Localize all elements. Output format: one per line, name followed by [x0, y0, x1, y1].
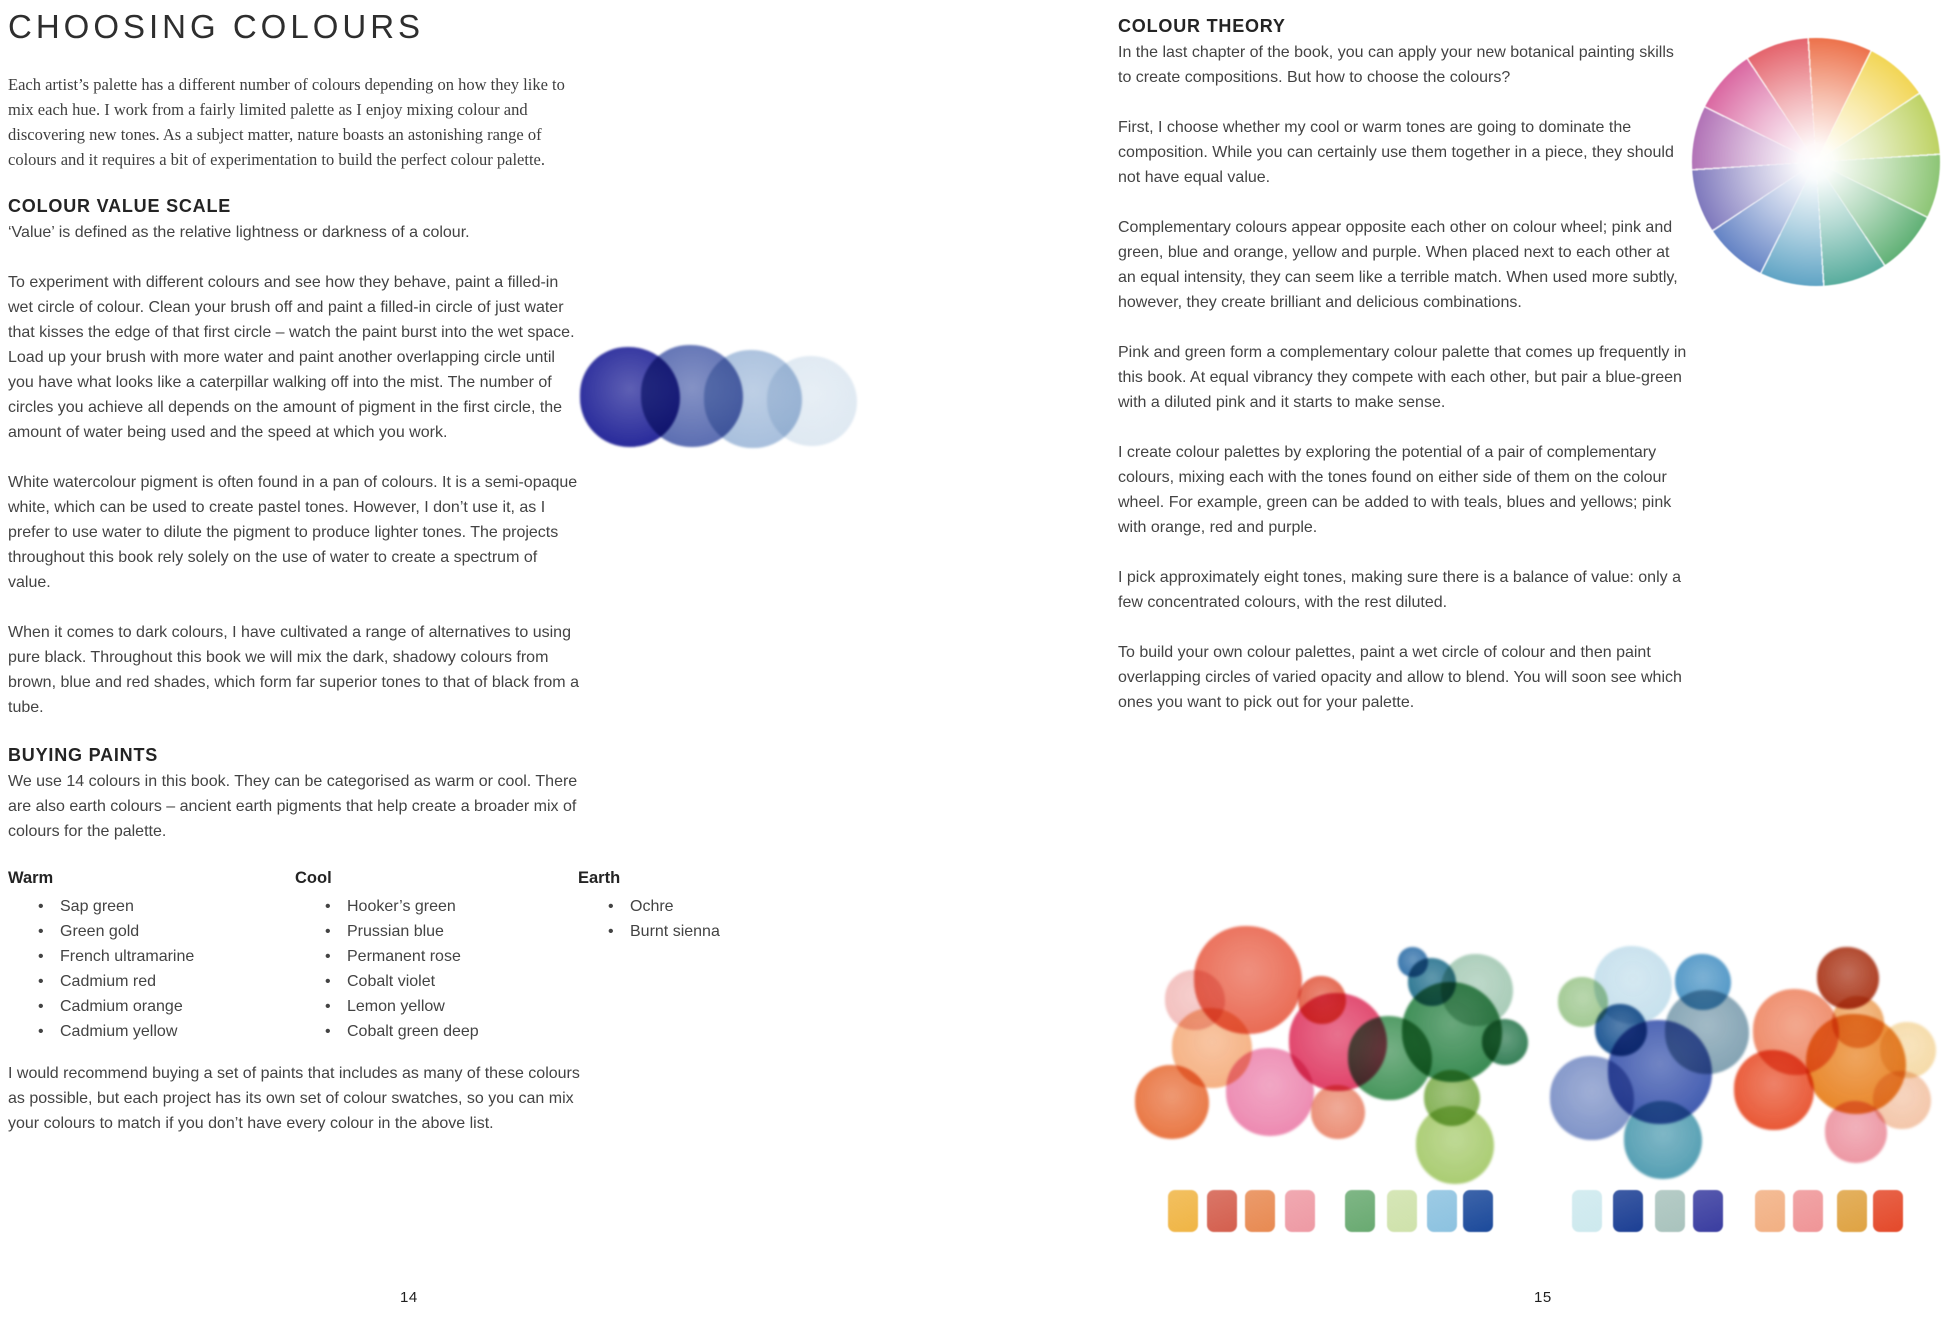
list-item-label: Burnt sienna: [630, 923, 720, 940]
value-scale-circle: [767, 356, 857, 446]
list-item: [8, 969, 238, 994]
list-heading-warm: Warm: [8, 869, 54, 887]
pink-and-coral-cluster-swatch: [1245, 1190, 1275, 1232]
list-item-label: Cobalt violet: [347, 973, 436, 990]
cool-colours-column: [295, 869, 525, 1044]
list-item-label: Sap green: [60, 898, 134, 915]
page-title: CHOOSING COLOURS: [8, 8, 425, 45]
pink-and-coral-cluster-blob: [1311, 1085, 1365, 1139]
page-number-right: 15: [1534, 1289, 1552, 1306]
list-item-label: Cadmium orange: [60, 998, 183, 1015]
page-number-left: 14: [400, 1289, 418, 1306]
orange-cluster-swatch: [1837, 1190, 1867, 1232]
pink-and-coral-cluster-blob: [1226, 1048, 1314, 1136]
list-item-label: Lemon yellow: [347, 998, 445, 1015]
paragraph: Pink and green form a complementary colour palette that comes up frequently in this book. At equal vibrancy they compete with each other, but pair a blue-green with a diluted pink and it starts to make sense.: [1118, 344, 1687, 411]
list-item-label: Cadmium yellow: [60, 1023, 178, 1040]
list-item: [578, 894, 778, 919]
pink-and-coral-cluster-swatch: [1207, 1190, 1237, 1232]
list-item-label: Cadmium red: [60, 973, 157, 990]
green-cluster-swatch: [1387, 1190, 1417, 1232]
orange-cluster-swatch: [1793, 1190, 1823, 1232]
list-item-label: French ultramarine: [60, 948, 195, 965]
blue-cluster-blob: [1550, 1056, 1634, 1140]
list-heading-earth: Earth: [578, 869, 621, 887]
bullet-icon: •: [38, 923, 44, 940]
list-item: [8, 919, 238, 944]
paragraph: To experiment with different colours and see how they behave, paint a filled-in wet circle of colour. Clean your brush off and paint a filled-in circle of just water that kisses the edge of that first circle – watch the paint burst into the wet space. Load up your brush with more water and paint another overlapping circle until you have what looks like a caterpillar walking off into the mist. The number of circles you achieve all depends on the amount of pigment in the first circle, the amount of water being used and the speed at which you work.: [8, 274, 575, 441]
bullet-icon: •: [325, 1023, 331, 1040]
list-item-label: Cobalt green deep: [347, 1023, 479, 1040]
bullet-icon: •: [608, 898, 614, 915]
bullet-icon: •: [38, 948, 44, 965]
bullet-icon: •: [608, 923, 614, 940]
pink-and-coral-cluster-blob: [1135, 1065, 1209, 1139]
warm-colours-list: [8, 894, 238, 1044]
list-item-label: Ochre: [630, 898, 674, 915]
closing-paragraph: I would recommend buying a set of paints that includes as many of these colours as possible, but each project has its own set of colour swatches, so you can mix your colours to match if you don’t have every colour in the above list.: [8, 1065, 580, 1132]
list-item-label: Prussian blue: [347, 923, 444, 940]
green-cluster-swatch: [1345, 1190, 1375, 1232]
paragraph: We use 14 colours in this book. They can be categorised as warm or cool. There are also earth colours – ancient earth pigments that help create a broader mix of colours for the palette.: [8, 773, 578, 840]
paragraph: First, I choose whether my cool or warm tones are going to dominate the composition. While you can certainly use them together in a piece, they should not have equal value.: [1118, 119, 1674, 186]
paint-colour-lists: [8, 869, 720, 1061]
list-item: [8, 994, 238, 1019]
pink-and-coral-cluster-swatch: [1168, 1190, 1198, 1232]
paragraph: White watercolour pigment is often found in a pan of colours. It is a semi-opaque white, which can be used to create pastel tones. However, I don’t use it, as I prefer to use water to dilute the pigment to produce lighter tones. The projects throughout this book rely solely on the use of water to create a spectrum of value.: [8, 474, 578, 591]
section-heading-colour-theory: COLOUR THEORY: [1118, 16, 1286, 36]
section-heading-buying-paints: BUYING PAINTS: [8, 745, 159, 765]
earth-colours-list: [578, 894, 778, 944]
blue-cluster-swatch: [1693, 1190, 1723, 1232]
orange-cluster-blob: [1880, 1022, 1936, 1078]
list-item: [295, 919, 525, 944]
list-item-label: Hooker’s green: [347, 898, 456, 915]
paragraph: To build your own colour palettes, paint a wet circle of colour and then paint overlapping circles of varied opacity and allow to blend. You will soon see which ones you want to pick out for your palette.: [1118, 644, 1682, 711]
list-item-label: Permanent rose: [347, 948, 461, 965]
paragraph: Complementary colours appear opposite each other on colour wheel; pink and green, blue and orange, yellow and purple. When placed next to each other at an equal intensity, they can seem like a terrible match. When used more subtly, however, they create brilliant and delicious combinations.: [1118, 219, 1678, 311]
warm-colours-column: [8, 869, 238, 1044]
blue-cluster-swatch: [1613, 1190, 1643, 1232]
green-cluster-swatch: [1463, 1190, 1493, 1232]
green-cluster-blob: [1416, 1106, 1494, 1184]
list-item: [295, 944, 525, 969]
bullet-icon: •: [38, 998, 44, 1015]
list-item: [8, 894, 238, 919]
blue-cluster-blob: [1624, 1101, 1702, 1179]
blue-cluster-swatch: [1655, 1190, 1685, 1232]
bullet-icon: •: [38, 973, 44, 990]
list-item: [578, 919, 778, 944]
colour-wheel-illustration: [1692, 38, 1940, 286]
left-page-column: [8, 8, 720, 1161]
list-item: [8, 1019, 238, 1044]
orange-cluster-blob: [1873, 1071, 1931, 1129]
list-item: [295, 969, 525, 994]
paragraph: I create colour palettes by exploring the potential of a pair of complementary colours, mixing each with the tones found on either side of them on the colour wheel. For example, green can be added to with teals, blues and yellows; pink with orange, red and purple.: [1118, 444, 1672, 536]
pink-and-coral-cluster-swatch: [1285, 1190, 1315, 1232]
orange-cluster-blob: [1734, 1050, 1814, 1130]
bullet-icon: •: [325, 923, 331, 940]
paragraph: ‘Value’ is defined as the relative lightness or darkness of a colour.: [8, 224, 470, 241]
bullet-icon: •: [325, 998, 331, 1015]
intro-paragraph: Each artist’s palette has a different number of colours depending on how they like to mix each hue. I work from a fairly limited palette as I enjoy mixing colour and discovering new tones. As a subject matter, nature boasts an astonishing range of colours and it requires a bit of experimentation to build the perfect colour palette.: [8, 75, 565, 169]
paragraph: In the last chapter of the book, you can apply your new botanical painting skills to create compositions. But how to choose the colours?: [1118, 44, 1674, 86]
list-heading-cool: Cool: [295, 869, 332, 887]
bullet-icon: •: [38, 898, 44, 915]
green-cluster-blob: [1348, 1016, 1432, 1100]
blue-cluster-swatch: [1572, 1190, 1602, 1232]
list-item-label: Green gold: [60, 923, 140, 940]
bullet-icon: •: [38, 1023, 44, 1040]
bullet-icon: •: [325, 898, 331, 915]
green-cluster-blob: [1482, 1019, 1528, 1065]
right-page-column: [1118, 16, 1690, 740]
earth-colours-column: [578, 869, 778, 944]
green-cluster-swatch: [1427, 1190, 1457, 1232]
list-item: [295, 994, 525, 1019]
list-item: [295, 1019, 525, 1044]
bullet-icon: •: [325, 973, 331, 990]
bullet-icon: •: [325, 948, 331, 965]
section-heading-colour-value-scale: COLOUR VALUE SCALE: [8, 196, 232, 216]
cool-colours-list: [295, 894, 525, 1044]
list-item: [8, 944, 238, 969]
paragraph: When it comes to dark colours, I have cultivated a range of alternatives to using pure black. Throughout this book we will mix the dark, shadowy colours from brown, blue and red shades, which form far superior tones to that of black from a tube.: [8, 624, 579, 716]
list-item: [295, 894, 525, 919]
orange-cluster-swatch: [1755, 1190, 1785, 1232]
orange-cluster-swatch: [1873, 1190, 1903, 1232]
paragraph: I pick approximately eight tones, making sure there is a balance of value: only a few concentrated colours, with the rest diluted.: [1118, 569, 1681, 611]
